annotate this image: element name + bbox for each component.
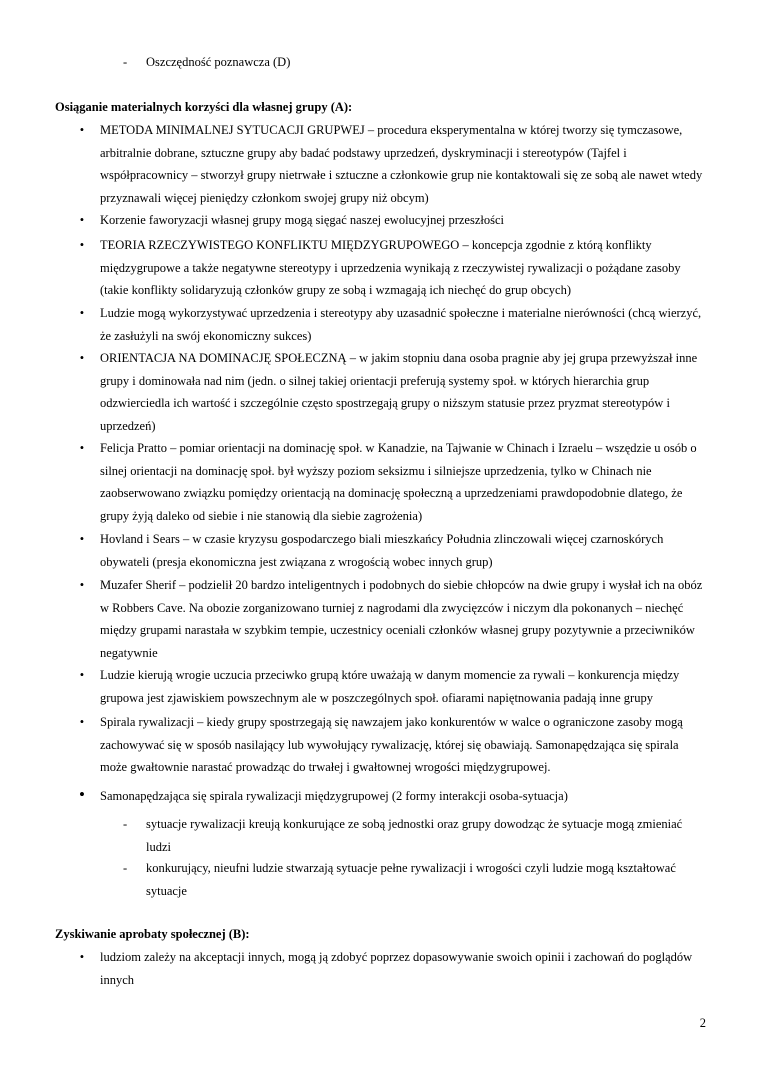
bullet-icon: •: [79, 351, 85, 365]
bullet-icon: •: [79, 532, 85, 546]
bullet-icon: •: [79, 441, 85, 455]
list-item-text: ORIENTACJA NA DOMINACJĘ SPOŁECZNĄ – w jakim stopniu dana osoba pragnie aby jej grupa przewyższał inne grupy i dominowała nad nim (jedn. o silnej takiej orientacji preferują systemy społ. w których hierarchia grup odzwierciedla ich wartość i szczególnie często spostrzegają grupy o niższym statusie przez pryzmat stereotypów i uprzedzeń): [100, 351, 698, 433]
list-item-text: TEORIA RZECZYWISTEGO KONFLIKTU MIĘDZYGRUPOWEGO – koncepcja zgodnie z którą konflikty międzygrupowe a także negatywne stereotypy i uprzedzenia wynikają z rzeczywistej rywalizacji o pożądane zasoby (takie konflikty solidaryzują członków grupy ze sobą i wzmagają ich niechęć do grup obcych): [100, 238, 681, 297]
list-item-text: Ludzie mogą wykorzystywać uprzedzenia i stereotypy aby uzasadnić społeczne i materialne nierówności (chcą wierzyć, że zasłużyli na swój ekonomiczny sukces): [100, 306, 702, 343]
list-item-text: Hovland i Sears – w czasie kryzysu gospodarczego biali mieszkańcy Południa zlinczowali więcej czarnoskórych obywateli (presja ekonomiczna jest związana z wrogością wobec innych grup): [100, 532, 664, 569]
list-item-text: Felicja Pratto – pomiar orientacji na dominację społ. w Kanadzie, na Tajwanie w Chinach i Izraelu – wszędzie u osób o silnej orientacji na dominację społ. był wyższy poziom seksizmu i silniejsze uprzedzenia, tylko w Chinach nie zaobserwowano związku pomiędzy orientacją na dominację społeczną a uprzedzeniami prawdopodobnie dlatego, że grupy żyją daleko od siebie i nie stanowią dla siebie zagrożenia): [100, 441, 697, 523]
list-item-text: METODA MINIMALNEJ SYTUCACJI GRUPWEJ – procedura eksperymentalna w której tworzy się tymczasowe, arbitralnie dobrane, sztuczne grupy aby badać podstawy uprzedzeń, dyskryminacji i stereotypów (Tajfel i współpracownicy – stworzył grupy nietrwałe i sztuczne a członkowie grup nie kontaktowali się ze sobą ale nawet wtedy przyznawali więcej pieniędzy członkom swojej grupy niż obcym): [100, 123, 703, 205]
list-item-text: sytuacje rywalizacji kreują konkurujące ze sobą jednostki oraz grupy dowodząc że sytuacje mogą zmieniać ludzi: [146, 817, 683, 854]
bullet-icon: •: [79, 950, 85, 964]
bullet-icon: •: [79, 715, 85, 729]
bullet-icon: •: [79, 123, 85, 137]
bullet-icon: •: [79, 306, 85, 320]
list-item-text: ludziom zależy na akceptacji innych, mogą ją zdobyć poprzez dopasowywanie swoich opinii i zachowań do poglądów innych: [100, 950, 693, 987]
dash-marker: -: [123, 861, 128, 875]
list-item-text: Korzenie faworyzacji własnej grupy mogą sięgać naszej ewolucyjnej przeszłości: [100, 213, 504, 227]
section-heading-b: Zyskiwanie aprobaty społecznej (B):: [55, 927, 250, 941]
list-item-text: Samonapędzająca się spirala rywalizacji międzygrupowej (2 formy interakcji osoba-sytuacja): [100, 789, 568, 803]
list-item-text: Spirala rywalizacji – kiedy grupy spostrzegają się nawzajem jako konkurentów w walce o ograniczone zasoby mogą zachowywać się w sposób nasilający lub wywołujący rywalizację, której się obawiają. Samonapędzająca się spirala może gwałtownie narastać prowadząc do trwałej i gwałtownej wrogości międzygrupowej.: [100, 715, 683, 774]
bullet-icon: •: [79, 213, 85, 227]
dash-marker: -: [123, 817, 128, 831]
dash-marker: -: [123, 55, 128, 69]
section-heading-a: Osiąganie materialnych korzyści dla własnej grupy (A):: [55, 100, 353, 114]
page-number: 2: [699, 1016, 706, 1030]
list-item-text: Ludzie kierują wrogie uczucia przeciwko grupą które uważają w danym momencie za rywali – konkurencja między grupowa jest zjawiskiem powszechnym ale w poszczególnych społ. ofiarami napiętnowania padają inne grupy: [100, 668, 680, 705]
bullet-icon: •: [79, 238, 85, 252]
list-item-text: konkurujący, nieufni ludzie stwarzają sytuacje pełne rywalizacji i wrogości czyli ludzie mogą kształtować sytuacje: [146, 861, 676, 898]
list-item-text: Muzafer Sherif – podzielił 20 bardzo inteligentnych i podobnych do siebie chłopców na dwie grupy i wysłał ich na obóz w Robbers Cave. Na obozie zorganizowano turniej z nagrodami dla zwycięzców i niczym dla pokonanych – niechęć między grupami narastała w szybkim tempie, uczestnicy oceniali członków własnej grupy pozytywnie a przeciwników negatywnie: [100, 578, 703, 660]
bullet-icon: •: [79, 668, 85, 682]
list-item-text: Oszczędność poznawcza (D): [146, 55, 291, 69]
bullet-icon: •: [79, 578, 85, 592]
bullet-icon: •: [79, 785, 85, 804]
